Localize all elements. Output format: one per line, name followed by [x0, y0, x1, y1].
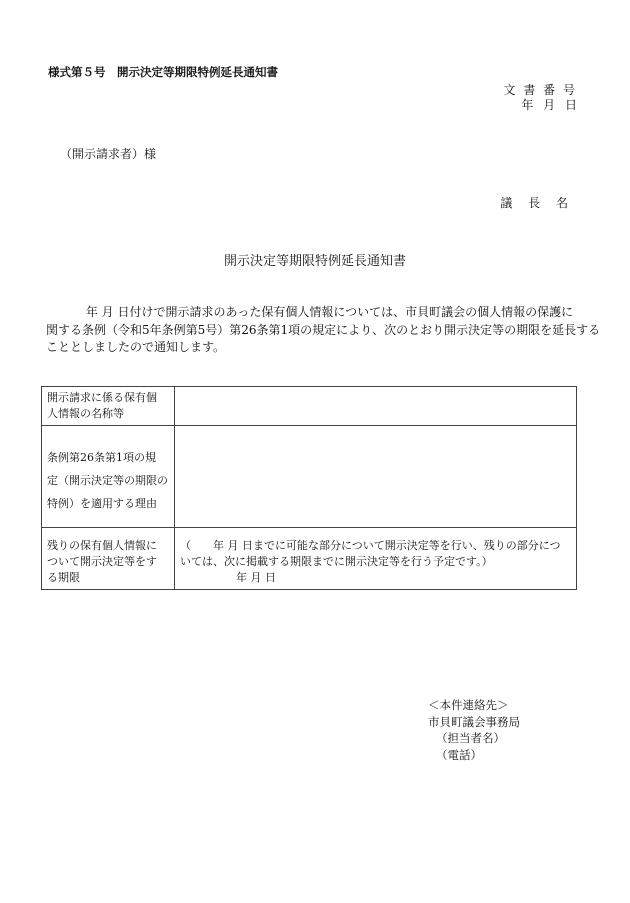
body-line: 関する条例（令和5年条例第5号）第26条第1項の規定により、次のとおり開示決定等の期限を延長する — [46, 322, 601, 337]
body-line: こととしましたので通知します。 — [46, 340, 226, 354]
row-label-info-name: 開示請求に係る保有個 人情報の名称等 — [42, 387, 175, 426]
row-value-info-name — [175, 387, 577, 426]
table-row — [42, 426, 577, 528]
form-number: 様式第５号 開示決定等期限特例延長通知書 — [48, 65, 278, 79]
table-row — [42, 528, 577, 590]
body-paragraph — [46, 304, 601, 357]
row-label-deadline: 残りの保有個人情報に ついて開示決定等をす る期限 — [42, 528, 175, 590]
info-table — [41, 386, 577, 590]
contact-person: （担当者名） — [436, 731, 505, 745]
contact-phone: （電話） — [436, 747, 482, 762]
row-value-deadline: （ 年 月 日までに可能な部分について開示決定等を行い、残りの部分につ いては、次に掲載する期限までに開示決定等を行う予定です。） 年 月 日 — [175, 528, 577, 590]
body-line: 年 月 日付けで開示請求のあった保有個人情報については、市貝町議会の個人情報の保護に — [46, 305, 574, 319]
row-value-reason — [175, 426, 577, 528]
contact-block — [428, 697, 520, 763]
document-title: 開示決定等期限特例延長通知書 — [223, 254, 406, 269]
recipient: （開示請求者）様 — [60, 147, 157, 161]
contact-office: 市貝町議会事務局 — [428, 714, 520, 729]
row-label-reason: 条例第26条第1項の規 定（開示決定等の期限の 特例）を適用する理由 — [42, 426, 175, 528]
document-date: 年 月 日 — [521, 98, 577, 112]
table-row — [42, 387, 577, 426]
contact-heading: ＜本件連絡先＞ — [428, 698, 509, 712]
document-number: 文 書 番 号 — [503, 83, 577, 97]
sender-name: 議 長 名 — [500, 196, 570, 210]
